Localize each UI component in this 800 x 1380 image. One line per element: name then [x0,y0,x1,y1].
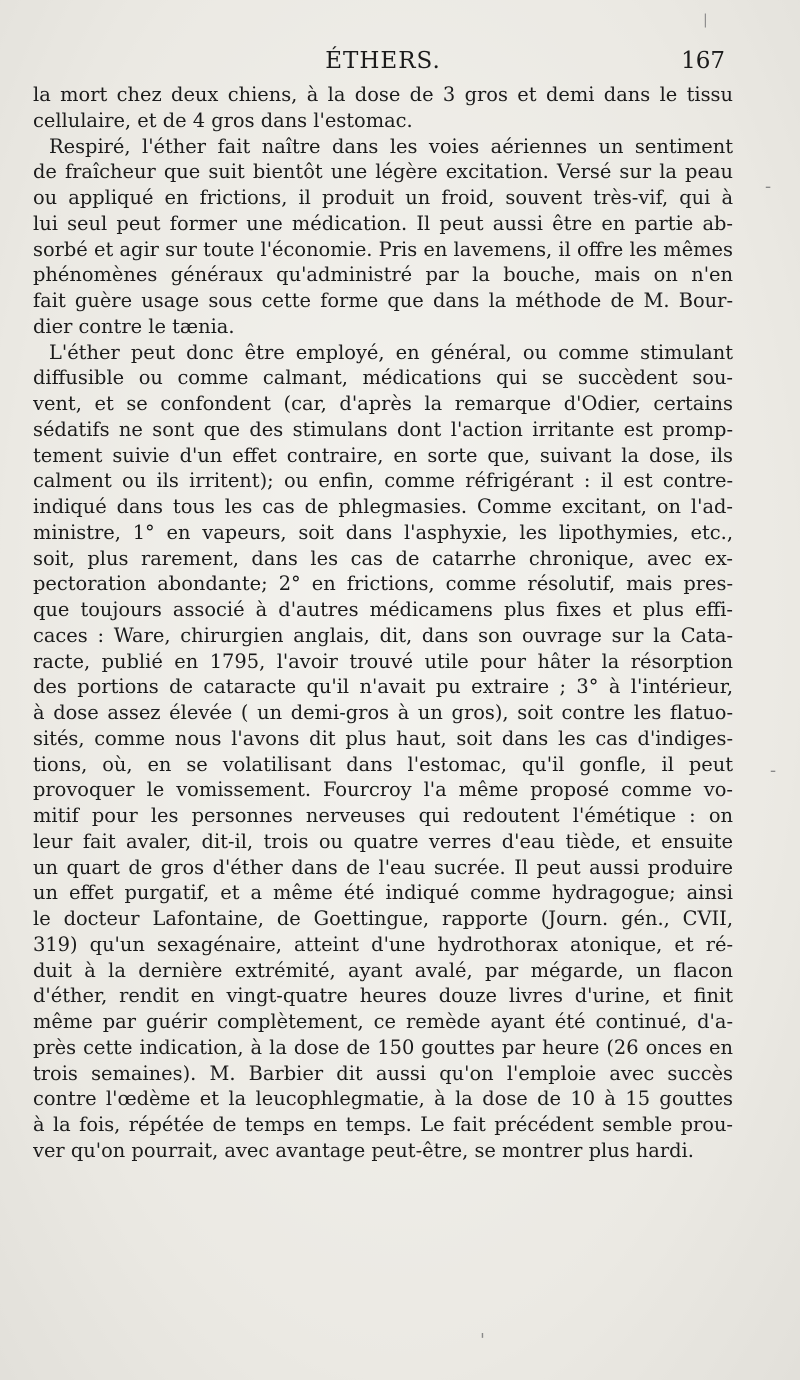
text-line: leur fait avaler, dit-il, trois ou quatre verres d'eau tiède, et ensuite [33,829,733,853]
text-line: d'éther, rendit en vingt-quatre heures douze livres d'urine, et finit [33,984,733,1008]
text-line: la mort chez deux chiens, à la dose de 3 gros et demi dans le tissu [33,83,733,106]
paragraph [33,340,733,1164]
text-line: près cette indication, à la dose de 150 gouttes par heure (26 onces en [33,1035,733,1059]
text-line: indiqué dans tous les cas de phlegmasies. Comme excitant, on l'ad- [33,495,733,518]
text-line: sédatifs ne sont que des stimulans dont l'action irritante est promp- [33,417,733,441]
text-line: ministre, 1° en vapeurs, soit dans l'asphyxie, les lipothymies, etc., [33,520,733,544]
text-line: 319) qu'un sexagénaire, atteint d'une hydrothorax atonique, et ré- [33,932,733,956]
text-line: soit, plus rarement, dans les cas de catarrhe chronique, avec ex- [33,546,733,570]
page-header [33,48,733,82]
text-line: duit à la dernière extrémité, ayant avalé, par mégarde, un flacon [33,958,733,982]
text-line: un quart de gros d'éther dans de l'eau sucrée. Il peut aussi produire [33,855,733,879]
text-line: provoquer le vomissement. Fourcroy l'a même proposé comme vo- [33,778,733,802]
margin-mark: - [765,176,772,197]
text-line: Respiré, l'éther fait naître dans les voies aériennes un sentiment [49,134,733,158]
text-line: phénomènes généraux qu'administré par la bouche, mais on n'en [33,263,733,287]
text-line: des portions de cataracte qu'il n'avait pu extraire ; 3° à l'intérieur, [33,675,733,699]
margin-mark: ' [480,1330,485,1351]
text-line: diffusible ou comme calmant, médications qui se succèdent sou- [33,366,733,390]
text-line: dier contre le tænia. [33,314,235,338]
text-line: mitif pour les personnes nerveuses qui redoutent l'émétique : on [33,804,733,827]
text-line: ver qu'on pourrait, avec avantage peut-être, se montrer plus hardi. [33,1138,694,1162]
text-line: pectoration abondante; 2° en frictions, comme résolutif, mais pres- [33,572,733,596]
paragraph [33,82,733,134]
paragraph [33,134,733,340]
body-text [33,82,733,1164]
text-line: cellulaire, et de 4 gros dans l'estomac. [33,108,413,132]
text-line: le docteur Lafontaine, de Goettingue, rapporte (Journ. gén., CVII, [33,907,733,930]
text-line: racte, publié en 1795, l'avoir trouvé utile pour hâter la résorption [33,649,733,673]
text-line: à la fois, répétée de temps en temps. Le fait précédent semble prou- [33,1113,733,1136]
text-line: sorbé et agir sur toute l'économie. Pris en lavemens, il offre les mêmes [33,237,733,261]
text-line: contre l'œdème et la leucophlegmatie, à la dose de 10 à 15 gouttes [33,1087,733,1111]
text-line: calment ou ils irritent); ou enfin, comme réfrigérant : il est contre- [33,469,733,493]
text-line: même par guérir complètement, ce remède ayant été continué, d'a- [33,1010,733,1033]
page-number: 167 [681,48,725,74]
text-line: sités, comme nous l'avons dit plus haut, soit dans les cas d'indiges- [33,726,733,750]
text-line: caces : Ware, chirurgien anglais, dit, dans son ouvrage sur la Cata- [33,623,733,647]
text-line: fait guère usage sous cette forme que dans la méthode de M. Bour- [33,289,733,312]
text-line: tement suivie d'un effet contraire, en sorte que, suivant la dose, ils [33,443,733,467]
text-line: vent, et se confondent (car, d'après la remarque d'Odier, certains [33,392,733,415]
text-line: de fraîcheur que suit bientôt une légère excitation. Versé sur la peau [33,160,733,184]
text-line: que toujours associé à d'autres médicamens plus fixes et plus effi- [33,598,733,621]
running-title: ÉTHERS. [325,48,441,74]
text-line: trois semaines). M. Barbier dit aussi qu'on l'emploie avec succès [33,1061,733,1085]
text-line: ou appliqué en frictions, il produit un froid, souvent très-vif, qui à [33,186,733,209]
margin-mark: | [703,12,708,28]
text-line: L'éther peut donc être employé, en général, ou comme stimulant [49,340,733,364]
text-line: tions, où, en se volatilisant dans l'estomac, qu'il gonfle, il peut [33,752,733,776]
text-line: lui seul peut former une médication. Il peut aussi être en partie ab- [33,211,733,235]
text-line: à dose assez élevée ( un demi-gros à un gros), soit contre les flatuo- [33,701,733,724]
margin-mark: - [770,760,777,781]
text-line: un effet purgatif, et a même été indiqué comme hydragogue; ainsi [33,881,733,905]
